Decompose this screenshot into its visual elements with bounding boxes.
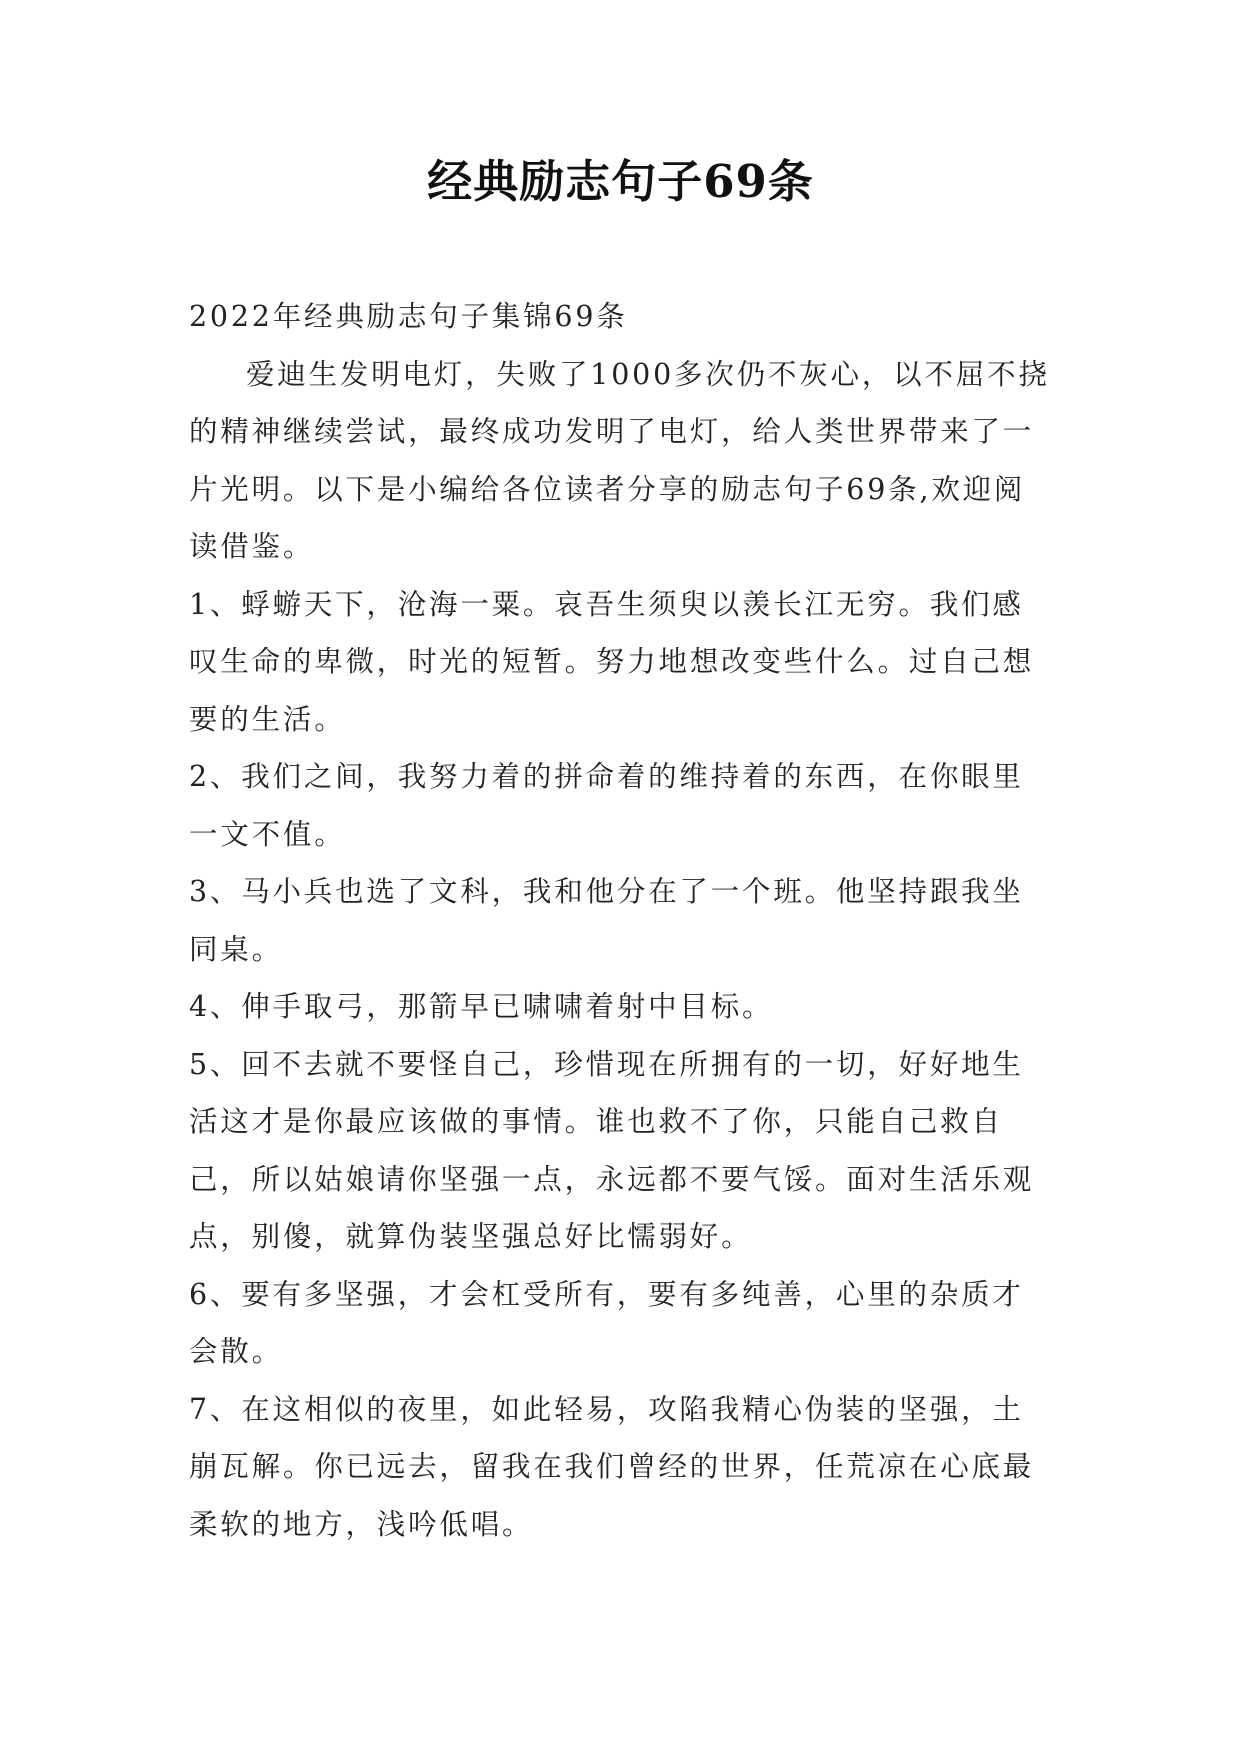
list-item: 5、回不去就不要怪自己，珍惜现在所拥有的一切，好好地生活这才是你最应该做的事情。谁也救不了你，只能自己救自己，所以姑娘请你坚强一点，永远都不要气馁。面对生活乐观点，别傻，就算伪装坚强总好比懦弱好。 <box>189 1047 1035 1253</box>
document-subtitle: 2022年经典励志句子集锦69条 <box>189 300 628 333</box>
list-item: 6、要有多坚强，才会杠受所有，要有多纯善，心里的杂质才会散。 <box>189 1277 1024 1368</box>
list-item: 7、在这相似的夜里，如此轻易，攻陷我精心伪装的坚强，土崩瓦解。你已远去，留我在我们曾经的世界，任荒凉在心底最柔软的地方，浅吟低唱。 <box>189 1392 1035 1541</box>
intro-paragraph: 爱迪生发明电灯，失败了1000多次仍不灰心，以不屈不挠的精神继续尝试，最终成功发明了电灯，给人类世界带来了一片光明。以下是小编给各位读者分享的励志句子69条,欢迎阅读借鉴。 <box>189 357 1050 563</box>
list-item: 2、我们之间，我努力着的拼命着的维持着的东西，在你眼里一文不值。 <box>189 760 1024 851</box>
document-title: 经典励志句子69条 <box>427 155 814 208</box>
list-item: 1、蜉蝣天下，沧海一粟。哀吾生须臾以羡长江无穷。我们感叹生命的卑微，时光的短暂。努力地想改变些什么。过自己想要的生活。 <box>189 587 1035 736</box>
document-body <box>189 288 1055 1553</box>
list-item: 4、伸手取弓，那箭早已啸啸着射中目标。 <box>189 990 774 1023</box>
list-item: 3、马小兵也选了文科，我和他分在了一个班。他坚持跟我坐同桌。 <box>189 875 1024 966</box>
